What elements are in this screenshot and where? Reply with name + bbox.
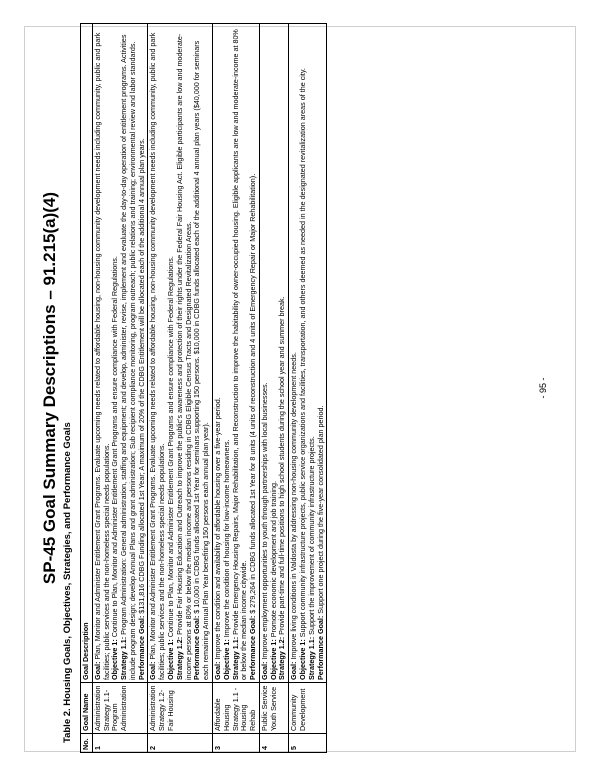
description-text: Provide Emergency Housing Repairs, Major Rehabilitation, and Reconstruction to improve the habitability of owner-occupied housing. Eligible applicants are low and moderate-income at 80% or below the median income citywide.: [230, 29, 249, 680]
goal-name: Administration Strategy 1.1- Program Administration: [92, 683, 148, 734]
description-label: Performance Goal:: [248, 615, 258, 680]
description-label: Objective 1:: [268, 639, 278, 680]
page-title: SP-45 Goal Summary Descriptions – 91.215(a)(4): [40, 191, 59, 585]
table-row: [212, 24, 259, 753]
rotated-page: [40, 23, 560, 753]
goals-table: [80, 23, 327, 753]
description-line: [278, 26, 287, 680]
header-no: No.: [81, 734, 93, 753]
description-label: Goal:: [212, 661, 222, 680]
description-line: [317, 26, 326, 680]
description-text: Promote economic development and job training.: [268, 481, 278, 640]
description-text: Plan, Monitor and Administer Entitlement Grant Programs. Evaluate upcoming needs related to affordable housing, non-housing community development needs including community, public and park facilities; public services and the non-homeless special needs populations.: [148, 32, 167, 680]
goal-description: [259, 24, 288, 683]
table-row: [259, 24, 288, 753]
description-line: [232, 26, 250, 680]
goal-description: [92, 24, 148, 683]
table-row: [289, 24, 327, 753]
goal-name: Public Service Youth Service: [259, 683, 288, 734]
description-text: Improve employment opportunities to youth through partnerships with local businesses.: [259, 382, 269, 662]
row-number: 1: [92, 734, 148, 753]
header-goal-name: Goal Name: [81, 683, 93, 734]
description-text: Support community infrastructure projects, public service organizations and facilities, transportation, and others deemed as needed in the designated revitalization areas of the city.: [297, 68, 307, 640]
description-label: Objective 1:: [110, 639, 120, 680]
description-line: [94, 26, 112, 680]
description-text: Continue to Plan, Monitor and Administer Entitlement Grant Programs and ensure compliance with Federal Regulations.: [110, 256, 120, 640]
goal-name: Administration Strategy 1.2- Fair Housing: [148, 683, 212, 734]
description-label: Strategy 1.1:: [306, 636, 316, 680]
table-caption: Table 2. Housing Goals, Objectives, Strategies, and Performance Goals: [62, 422, 73, 743]
description-line: [193, 26, 211, 680]
description-label: Objective 1:: [297, 639, 307, 680]
description-label: Performance Goal:: [136, 615, 146, 680]
description-label: Strategy 1.1:: [119, 636, 129, 680]
description-text: Support the improvement of community infrastructure projects.: [306, 436, 316, 637]
description-text: Improve the condition and availability of affordable housing over a five-year period.: [212, 397, 222, 662]
description-label: Goal:: [92, 661, 102, 680]
description-text: $131,816 CDBG Funding allocated 1st Year; A maximum of 20% of the CDBG Entitlement will be allocated each of the additional 4 annual plan years.: [136, 138, 146, 616]
description-text: Provide part-time and full-time positions to high school students during the school year and summer break.: [277, 296, 287, 637]
description-label: Objective 1:: [221, 639, 231, 680]
goal-description: [148, 24, 212, 683]
description-text: Improve the condition of housing for low-income homeowners.: [221, 439, 231, 640]
description-label: Goal:: [289, 661, 299, 680]
row-number: 2: [148, 734, 212, 753]
row-number: 4: [259, 734, 288, 753]
table-header-row: [81, 24, 93, 753]
description-label: Strategy 1.2:: [277, 636, 287, 680]
row-number: 3: [212, 734, 259, 753]
goal-name: Community Development: [289, 683, 327, 734]
description-label: Performance Goal:: [192, 615, 202, 680]
page-number: - 95 -: [538, 377, 548, 399]
description-line: [249, 26, 258, 680]
description-text: Improve living conditions in Valdosta by addressing non-housing community development needs.: [289, 352, 299, 662]
goal-name: Affordable Housing Strategy 1.1 - Housing Rehab: [212, 683, 259, 734]
table-row: [148, 24, 212, 753]
description-text: Plan, Monitor and Administer Entitlement Grant Programs. Evaluate upcoming needs related to affordable housing, non-housing community development needs including community, public and park facilities; public services and the non-homeless special needs populations.: [92, 32, 111, 680]
description-text: Support one project during the five-year consolidated plan period.: [315, 405, 325, 616]
table-row: [92, 24, 148, 753]
description-label: Goal:: [148, 661, 158, 680]
description-label: Strategy 1.1:: [230, 636, 240, 680]
description-text: $ 10,000 in CDBG funds allocated 1st Year for seminars supporting 150 persons. $10,000 in CDBG funds allocated each of the additional 4 annual plan years ($40,000 for seminars each remaining Annual Plan Year benefiting 150 persons each annual plan year).: [192, 40, 211, 680]
description-label: Objective 1:: [166, 639, 176, 680]
row-number: 5: [289, 734, 327, 753]
description-label: Goal:: [259, 661, 269, 680]
header-goal-description: Goal Description: [81, 24, 93, 683]
description-text: Program Administration: General administration, staffing and equipment; and develop, administer, revise, implement and evaluate the day-to-day operation of entitlement programs. Activities include program design; develop Annual Plans and grant administration; Sub recipient compliance monitoring, program outreach; public relations and training; environmental review and labor standards.: [119, 34, 137, 680]
description-line: [120, 26, 138, 680]
description-line: [138, 26, 147, 680]
description-label: Performance Goal:: [315, 615, 325, 680]
description-label: Strategy 1.2:: [174, 636, 184, 680]
description-text: Provide Fair Housing Education and Outreach to improve the public's awareness and protection of their rights under the Federal Fair Housing Act. Eligible participants are low and moderate-income persons at 80% or below the median income and persons residing in CDBG Eligible Census Tracts and Designated Revitalization Areas.: [174, 33, 193, 680]
goal-description: [289, 24, 327, 683]
description-line: [176, 26, 194, 680]
description-line: [149, 26, 167, 680]
description-text: Continue to Plan, Monitor and Administer Entitlement Grant Programs and ensure compliance with Federal Regulations.: [166, 256, 176, 640]
goal-description: [212, 24, 259, 683]
description-text: $ 279,264 in CDBG funds allocated 1st Year for 8 units (4 units of reconstruction and 4 units of Emergency Repair or Major Rehabilitation).: [248, 173, 258, 616]
